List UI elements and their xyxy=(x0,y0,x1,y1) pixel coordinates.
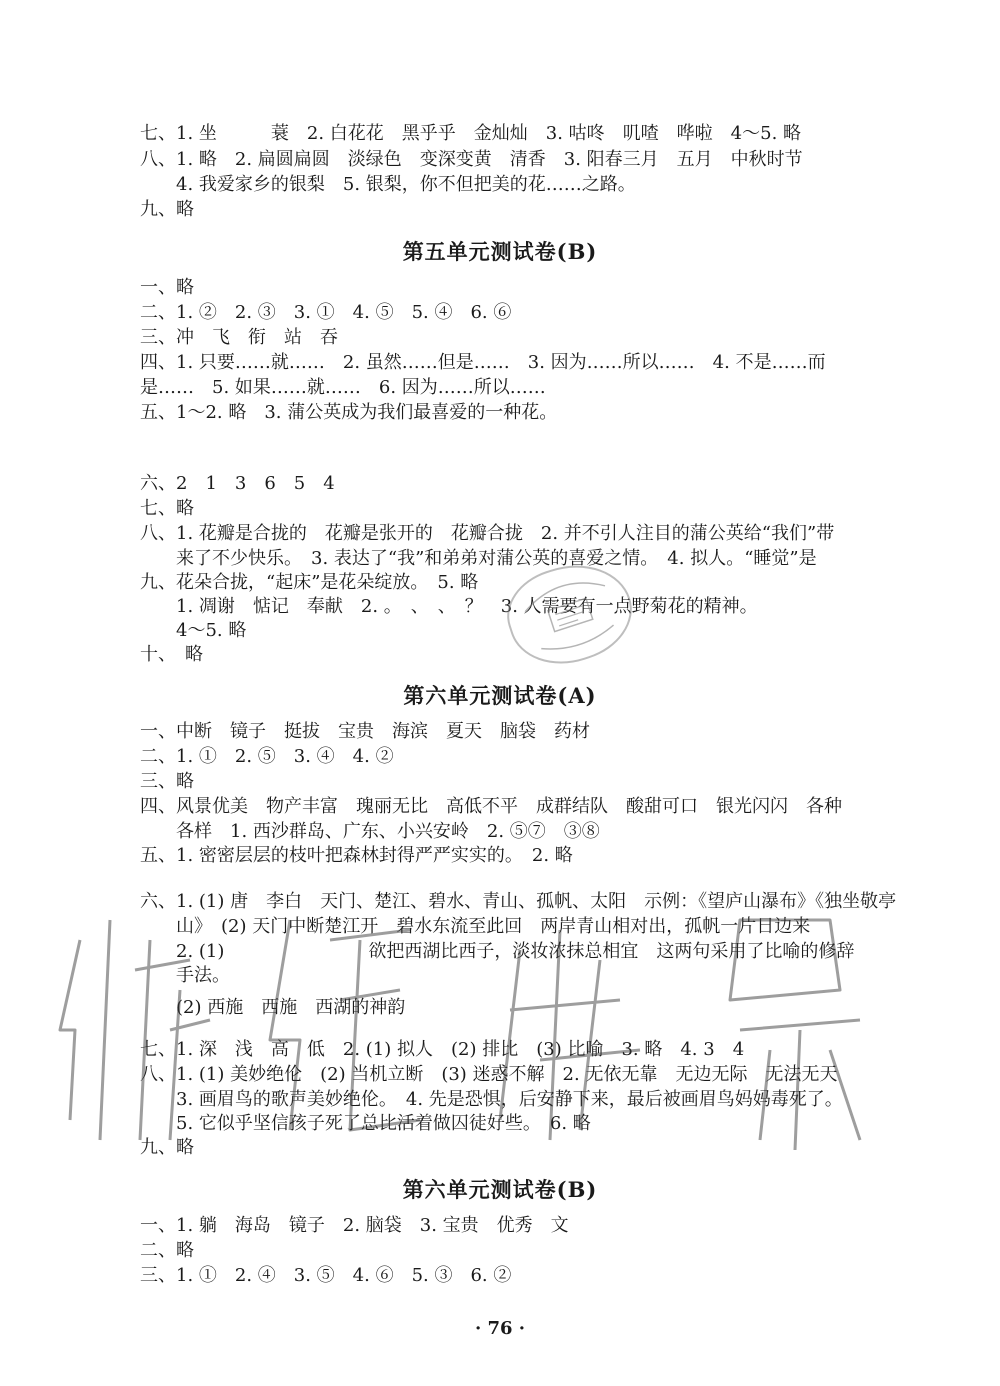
answer-line-4: 四、1. 只要……就…… 2. 虽然……但是…… 3. 因为……所以…… 4. 不是……而 xyxy=(140,352,826,373)
answer-line-6b-item2-cont: 手法。 xyxy=(176,965,230,986)
answer-line-4b: 四、风景优美 物产丰富 瑰丽无比 高低不平 成群结队 酸甜可口 银光闪闪 各种 xyxy=(140,796,842,817)
page-number: · 76 · xyxy=(474,1318,526,1339)
section-title-unit6-a: 第六单元测试卷(A) xyxy=(403,683,597,708)
answer-line-4b-cont: 各样 1. 西沙群岛、广东、小兴安岭 2. ⑤⑦ ③⑧ xyxy=(176,821,600,842)
answer-line-9b-cont2: 4～5. 略 xyxy=(176,620,247,641)
answer-line-5b: 五、1. 密密层层的枝叶把森林封得严严实实的。 2. 略 xyxy=(140,845,573,866)
answer-line-8c: 八、1. (1) 美妙绝伦 (2) 当机立断 (3) 迷惑不解 2. 无依无靠 无边无际 无法无天 xyxy=(140,1064,838,1085)
answer-line-8b: 八、1. 花瓣是合拢的 花瓣是张开的 花瓣合拢 2. 并不引人注目的蒲公英给“我们”带 xyxy=(140,523,835,544)
answer-line-1b: 一、中断 镜子 挺拔 宝贵 海滨 夏天 脑袋 药材 xyxy=(140,721,590,742)
answer-line-3: 三、冲 飞 衔 站 吞 xyxy=(140,327,338,348)
answer-line-2c: 二、略 xyxy=(140,1240,194,1261)
answer-line-7b: 七、略 xyxy=(140,498,194,519)
answer-line-5: 五、1～2. 略 3. 蒲公英成为我们最喜爱的一种花。 xyxy=(140,402,558,423)
answer-line-7c: 七、1. 深 浅 高 低 2. (1) 拟人 (2) 排比 (3) 比喻 3. 略 4. 3 4 xyxy=(140,1039,745,1060)
answer-line-6b: 六、1. (1) 唐 李白 天门、楚江、碧水、青山、孤帆、太阳 示例：《望庐山瀑布》《独坐敬亭 xyxy=(140,891,897,912)
answer-line-2: 二、1. ② 2. ③ 3. ① 4. ⑤ 5. ④ 6. ⑥ xyxy=(140,302,512,323)
answer-line-8: 八、1. 略 2. 扁圆扁圆 淡绿色 变深变黄 清香 3. 阳春三月 五月 中秋时节 xyxy=(140,149,803,170)
answer-line-3b: 三、略 xyxy=(140,771,194,792)
answer-line-6b-item2-sub: (2) 西施 西施 西湖的神韵 xyxy=(176,997,406,1018)
answer-line-4-cont: 是…… 5. 如果……就…… 6. 因为……所以…… xyxy=(140,377,546,398)
answer-line-8c-cont: 3. 画眉鸟的歌声美妙绝伦。 4. 先是恐惧，后安静下来，最后被画眉鸟妈妈毒死了。 xyxy=(176,1089,843,1110)
answer-line-6b-item2: 2. (1) 欲把西湖比西子，淡妆浓抹总相宜 这两句采用了比喻的修辞 xyxy=(176,941,855,962)
answer-line-8-cont: 4. 我爱家乡的银梨 5. 银梨，你不但把美的花……之路。 xyxy=(176,174,636,195)
answer-line-2b: 二、1. ① 2. ⑤ 3. ④ 4. ② xyxy=(140,746,394,767)
section-title-unit6-b: 第六单元测试卷(B) xyxy=(402,1177,598,1202)
answer-line-7: 七、1. 坐 蓑 2. 白花花 黑乎乎 金灿灿 3. 咕咚 叽喳 哗啦 4～5. 略 xyxy=(140,123,802,144)
answer-line-6: 六、2 1 3 6 5 4 xyxy=(140,473,335,494)
answer-line-1: 一、略 xyxy=(140,277,194,298)
section-title-unit5-b: 第五单元测试卷(B) xyxy=(402,239,598,264)
answer-line-8c-cont2: 5. 它似乎坚信孩子死了总比活着做囚徒好些。 6. 略 xyxy=(176,1113,591,1134)
answer-line-9b: 九、花朵合拢，“起床”是花朵绽放。 5. 略 xyxy=(140,572,479,593)
answer-line-9b-cont: 1. 凋谢 惦记 奉献 2. 。 、 、 ？ 3. 人需要有一点野菊花的精神。 xyxy=(176,596,758,617)
answer-line-9: 九、略 xyxy=(140,199,194,220)
answer-line-8b-cont: 来了不少快乐。 3. 表达了“我”和弟弟对蒲公英的喜爱之情。 4. 拟人。“睡觉”是 xyxy=(176,548,817,569)
answer-line-10: 十、 略 xyxy=(140,644,203,665)
answer-line-1c: 一、1. 躺 海岛 镜子 2. 脑袋 3. 宝贵 优秀 文 xyxy=(140,1215,569,1236)
answer-line-6b-cont: 山》 (2) 天门中断楚江开 碧水东流至此回 两岸青山相对出，孤帆一片日边来 xyxy=(176,916,811,937)
answer-line-9c: 九、略 xyxy=(140,1137,194,1158)
answer-line-3c: 三、1. ① 2. ④ 3. ⑤ 4. ⑥ 5. ③ 6. ② xyxy=(140,1265,512,1286)
